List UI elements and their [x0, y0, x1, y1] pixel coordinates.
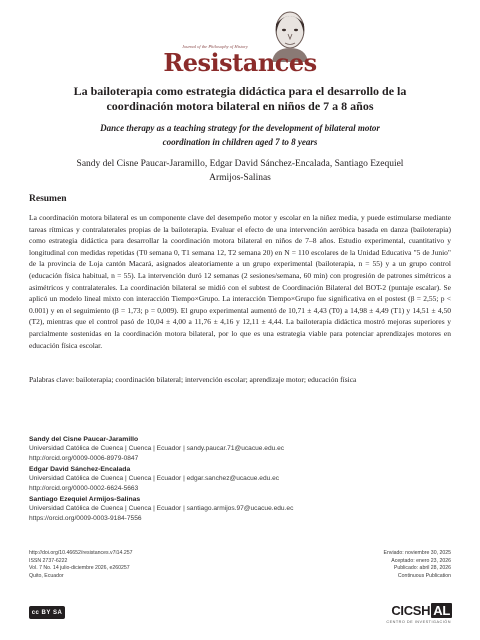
journal-logo — [150, 6, 330, 76]
journal-tagline: Journal of the Philosophy of History — [182, 44, 248, 49]
author-detail-2 — [29, 465, 449, 493]
article-title-english: Dance therapy as a teaching strategy for the development of bilateral motor coordination in children aged 7 to 8 years — [100, 123, 380, 147]
cicshal-subtitle: CENTRO DE INVESTIGACIÓN — [386, 620, 451, 624]
cicshal-suffix: AL — [433, 603, 450, 618]
article-title: La bailoterapia como estrategia didáctica para el desarrollo de la coordinación motora bilateral en niños de 7 a 8 años — [73, 84, 407, 113]
author-affiliation[interactable]: Universidad Católica de Cuenca | Cuenca | Ecuador | edgar.sanchez@ucacue.edu.ec — [29, 475, 280, 483]
author-detail-1 — [29, 435, 449, 463]
author-orcid-link[interactable]: http://orcid.org/0000-0002-6624-5663 — [29, 484, 139, 492]
date-published: Publicado: abril 28, 2026 — [393, 565, 451, 571]
author-orcid-link[interactable]: http://orcid.org/0009-0006-8979-0847 — [29, 454, 139, 462]
cicshal-text: CICSH — [391, 603, 431, 618]
publication-type: Continuous Publication — [397, 572, 451, 579]
cc-license-badge[interactable]: cc BY SA — [29, 606, 65, 619]
journal-name: Resistances — [163, 48, 317, 77]
author-name: Edgar David Sánchez-Encalada — [29, 466, 131, 473]
doi-link[interactable]: http://doi.org/10.46652/resistances.v7i14.257 — [29, 550, 133, 556]
publication-info — [29, 550, 133, 580]
keywords: Palabras clave: bailoterapia; coordinación bilateral; intervención escolar; aprendizaje motor; educación física — [29, 375, 357, 384]
abstract-text: La coordinación motora bilateral es un componente clave del desempeño motor y escolar en la niñez media, y puede estimularse mediante tareas rítmicas y contralaterales propias de la bailoterapia. Evaluar el efecto de una intervención aeróbica basada en danza (bailoterapia) como estrategia didáctica para desarrollar la coordinación motora bilateral en niños de 7–8 años. Estudio experimental, cuantitativo y longitudinal con medidas repetidas (T0 semana 0, T1 semana 12, T2 semana 20) en N = 110 escolares de la Unidad Educativa "5 de Junio" de la provincia de Loja cantón Macará, asignados aleatoriamente a un grupo experimental (bailoterapia, n = 55) y a un grupo control (educación física habitual, n = 55). La intervención duró 12 semanas (2 sesiones/semana, 60 min) con progresión de patrones simétricos a asimétricos y contralaterales. La coordinación bilateral se midió con el subtest de Coordinación Bilateral del BOT-2 (puntaje escalar). Se aplicó un modelo lineal mixto con interacción Tiempo×Grupo. La interacción Tiempo×Grupo fue significativa en el postest (β = 2,55; p < 0.001) y en el seguimiento (β = 1,73; p = 0,009). El grupo experimental aumentó de 10,71 ± 4,43 (T0) a 14,98 ± 4,49 (T1) y 14,51 ± 4,50 (T2), mientras que el control pasó de 10,04 ± 4,00 a 11,76 ± 4,16 y 12,11 ± 4,44. La bailoterapia didáctica mostró mejoras superiores y parcialmente sostenidas en la coordinación motora bilateral, por lo que es una estrategia viable para potenciar aprendizajes motores en educación física escolar. — [29, 213, 451, 350]
abstract-heading: Resumen — [29, 194, 67, 204]
issn: ISSN 2737-6222 — [29, 557, 68, 564]
volume-info: Vol. 7 No. 14 julio-diciembre 2026, e260257 — [29, 565, 130, 571]
cicshal-logo — [391, 603, 452, 618]
author-detail-3 — [29, 495, 449, 523]
article-authors: Sandy del Cisne Paucar-Jaramillo, Edgar David Sánchez-Encalada, Santiago Ezequiel Armijos-Salinas — [76, 159, 404, 183]
date-sent: Enviado: noviembre 30, 2025 — [383, 550, 451, 556]
author-name: Santiago Ezequiel Armijos-Salinas — [29, 496, 141, 503]
author-affiliation[interactable]: Universidad Católica de Cuenca | Cuenca | Ecuador | santiago.armijos.97@ucacue.edu.ec — [29, 505, 294, 513]
author-affiliation[interactable]: Universidad Católica de Cuenca | Cuenca | Ecuador | sandy.paucar.71@ucacue.edu.ec — [29, 445, 285, 453]
author-orcid-link[interactable]: https://orcid.org/0009-0003-9184-7556 — [29, 514, 142, 522]
date-accepted: Aceptado: enero 23, 2026 — [391, 557, 451, 564]
publication-dates — [384, 550, 451, 580]
publication-place: Quito, Ecuador — [29, 572, 64, 579]
author-name: Sandy del Cisne Paucar-Jaramillo — [29, 436, 139, 443]
